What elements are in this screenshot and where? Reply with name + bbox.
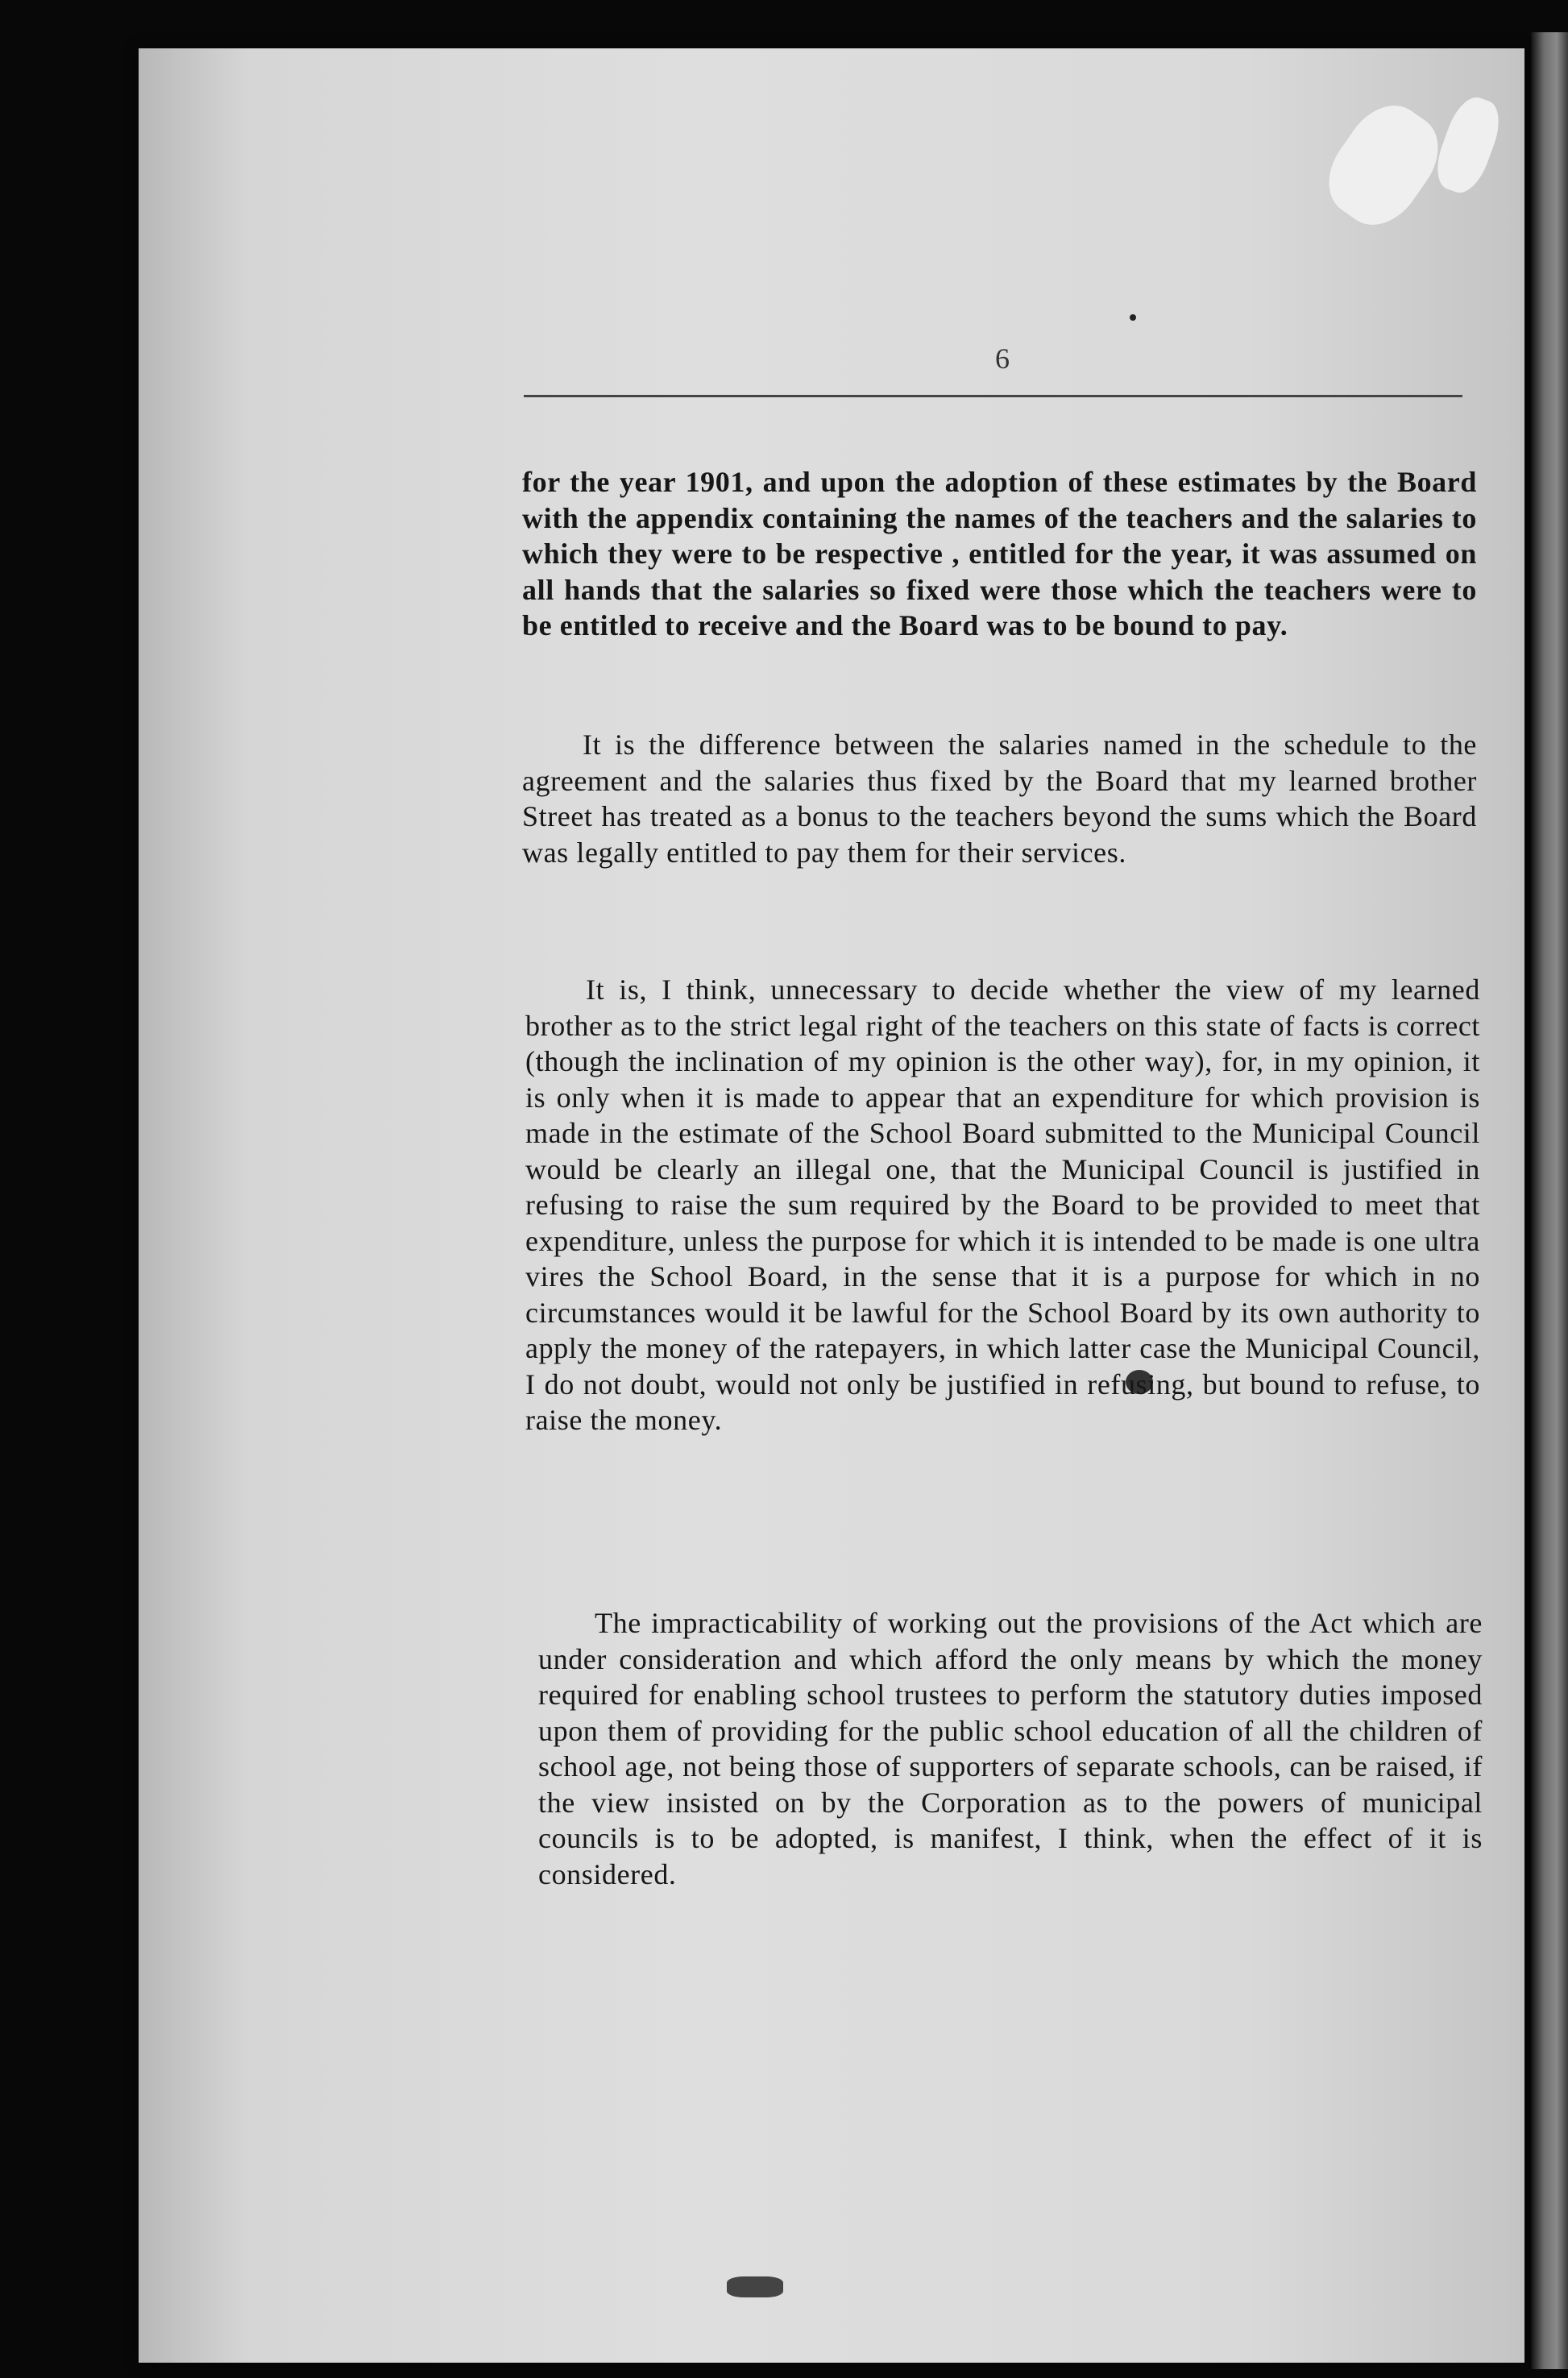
paragraph-2: It is the difference between the salaries named in the schedule to the agreement and the salaries thus fixed by the Board that my learned brother Street has treated as a bonus to the teachers beyond the sums which the Board was legally entitled to pay them for their services. xyxy=(522,728,1477,869)
film-scratch xyxy=(1313,90,1454,240)
film-scratch xyxy=(1429,91,1507,198)
paragraph-1: for the year 1901, and upon the adoption of these estimates by the Board with the appendix containing the names of the teachers and the salaries to which they were to be respective , entitled for the year, it was assumed on all hands that the salaries so fixed were those which the teachers were to be entitled to receive and the Board was to be bound to pay. xyxy=(522,466,1477,641)
adjacent-page-edge xyxy=(1531,32,1568,2369)
paragraph-3: It is, I think, unnecessary to decide whether the view of my learned brother as to the strict legal right of the teachers on this state of facts is correct (though the inclination of my opinion is the other way), for, in my opinion, it is only when it is made to appear that an expenditure for which provision is made in the estimate of the School Board submitted to the Municipal Council would be clearly an illegal one, that the Municipal Council is justified in refusing to raise the sum required by the Board to be provided to meet that expenditure, unless the purpose for which it is intended to be made is one ultra vires the School Board, in the sense that it is a purpose for which in no circumstances would it be lawful for the School Board by its own authority to apply the money of the ratepayers, in which latter case the Municipal Council, I do not doubt, would not only be justified in refusing, but bound to refuse, to raise the money. xyxy=(525,973,1480,1436)
paragraph-4: The impracticability of working out the provisions of the Act which are under consideration and which afford the only means by which the money required for enabling school trustees to perform the statutory duties imposed upon them of providing for the public school education of all the children of school age, not being those of supporters of separate schools, can be raised, if the view insisted on by the Corporation as to the powers of municipal councils is to be adopted, is manifest, I think, when the effect of it is considered. xyxy=(538,1607,1483,1890)
dust-speck xyxy=(727,2276,783,2297)
header-rule xyxy=(524,395,1462,397)
dust-speck xyxy=(1130,314,1136,321)
page-number: 6 xyxy=(995,342,1010,375)
